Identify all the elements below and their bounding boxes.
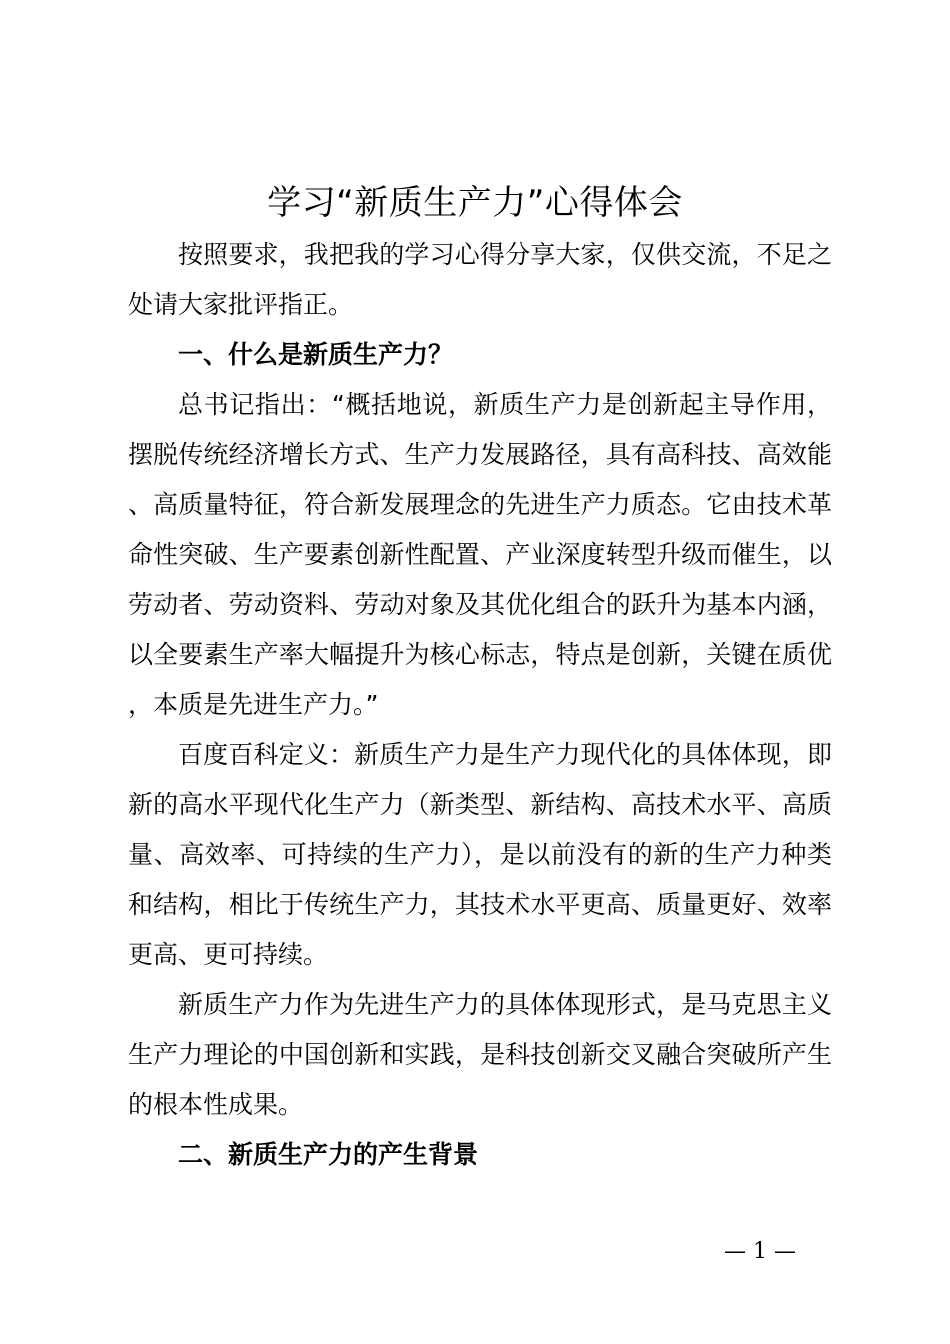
section-heading-1: 一、什么是新质生产力？ (178, 340, 454, 369)
paragraph-baidu-definition: 百度百科定义：新质生产力是生产力现代化的具体体现，即新的高水平现代化生产力（新类型、新结构、高技术水平、高质量、高效率、可持续的生产力），是以前没有的新的生产力种类和结构，相比于传统生产力，其技术水平更高、质量更好、效率更高、更可持续。 (128, 740, 832, 969)
paragraph-general-secretary-quote: 总书记指出：“概括地说，新质生产力是创新起主导作用，摆脱传统经济增长方式、生产力发展路径，具有高科技、高效能、高质量特征，符合新发展理念的先进生产力质态。它由技术革命性突破、生产要素创新性配置、产业深度转型升级而催生，以劳动者、劳动资料、劳动对象及其优化组合的跃升为基本内涵，以全要素生产率大幅提升为核心标志，特点是创新，关键在质优，本质是先进生产力。” (128, 390, 832, 719)
page-number: — 1 — (724, 1239, 796, 1264)
document-title: 学习“新质生产力”心得体会 (267, 183, 683, 223)
document-body (128, 230, 832, 1180)
intro-paragraph: 按照要求，我把我的学习心得分享大家，仅供交流，不足之处请大家批评指正。 (128, 240, 832, 319)
section-heading-2: 二、新质生产力的产生背景 (178, 1140, 479, 1169)
paragraph-marxist-theory: 新质生产力作为先进生产力的具体体现形式，是马克思主义生产力理论的中国创新和实践，是科技创新交叉融合突破所产生的根本性成果。 (128, 990, 832, 1119)
